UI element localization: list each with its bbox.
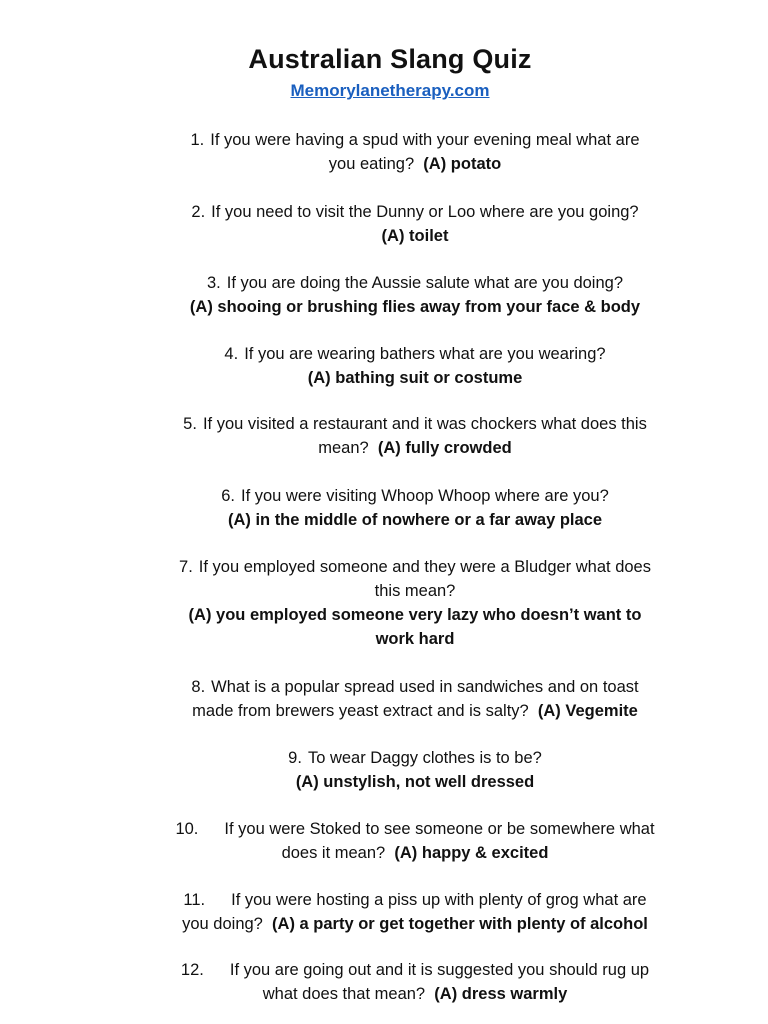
question-7: [140, 555, 690, 651]
answer-7-line2: work hard: [375, 630, 455, 648]
website-link[interactable]: Memorylanetherapy.com: [290, 81, 490, 100]
answer-12: (A) dress warmly: [434, 985, 568, 1003]
question-5-line1: 5. If you visited a restaurant and it was chockers what does this: [183, 415, 647, 433]
question-10-line1: 10. If you were Stoked to see someone or be somewhere what: [175, 820, 655, 838]
question-12: [140, 958, 690, 1006]
question-10-line2: does it mean? (A) happy & excited: [281, 844, 549, 862]
question-11: [140, 888, 690, 936]
answer-6: (A) in the middle of nowhere or a far away place: [227, 511, 603, 529]
question-6-line1: 6. If you were visiting Whoop Whoop where are you?: [221, 487, 609, 505]
answer-11: (A) a party or get together with plenty of alcohol: [272, 915, 648, 933]
question-3-line1: 3. If you are doing the Aussie salute what are you doing?: [206, 274, 624, 292]
question-11-line2: you doing? (A) a party or get together with plenty of alcohol: [182, 915, 648, 933]
question-12-line2: what does that mean? (A) dress warmly: [262, 985, 568, 1003]
question-8-line1: 8. What is a popular spread used in sandwiches and on toast: [191, 678, 639, 696]
answer-7: (A) you employed someone very lazy who doesn’t want to: [188, 606, 642, 624]
answer-9: (A) unstylish, not well dressed: [295, 773, 535, 791]
question-10: [140, 817, 690, 865]
question-1-line1: 1. If you were having a spud with your evening meal what are: [190, 131, 640, 149]
question-9: [140, 746, 690, 794]
answer-3: (A) shooing or brushing flies away from your face & body: [189, 298, 641, 316]
answer-8: (A) Vegemite: [537, 702, 638, 720]
question-9-line1: 9. To wear Daggy clothes is to be?: [288, 749, 542, 767]
question-5: [140, 412, 690, 460]
question-6: [140, 484, 690, 532]
question-8: [140, 675, 690, 723]
question-11-line1: 11. If you were hosting a piss up with plenty of grog what are: [183, 891, 647, 909]
answer-10: (A) happy & excited: [394, 844, 549, 862]
page-title: Australian Slang Quiz: [248, 44, 532, 74]
question-1: [140, 128, 690, 176]
question-7-line1: 7. If you employed someone and they were a Bludger what does: [179, 558, 651, 576]
question-12-line1: 12. If you are going out and it is suggested you should rug up: [180, 961, 650, 979]
question-7-line2: this mean?: [374, 582, 456, 600]
question-2-line1: 2. If you need to visit the Dunny or Loo where are you going?: [191, 203, 639, 221]
question-4: [140, 342, 690, 390]
question-3: [140, 271, 690, 319]
answer-5: (A) fully crowded: [377, 439, 512, 457]
question-8-line2: made from brewers yeast extract and is salty? (A) Vegemite: [192, 702, 638, 720]
question-2: [140, 200, 690, 248]
question-1-line2: you eating? (A) potato: [328, 155, 502, 173]
answer-1: (A) potato: [423, 155, 502, 173]
answer-4: (A) bathing suit or costume: [307, 369, 523, 387]
answer-2: (A) toilet: [381, 227, 449, 245]
question-4-line1: 4. If you are wearing bathers what are you wearing?: [224, 345, 606, 363]
question-5-line2: mean? (A) fully crowded: [318, 439, 512, 457]
